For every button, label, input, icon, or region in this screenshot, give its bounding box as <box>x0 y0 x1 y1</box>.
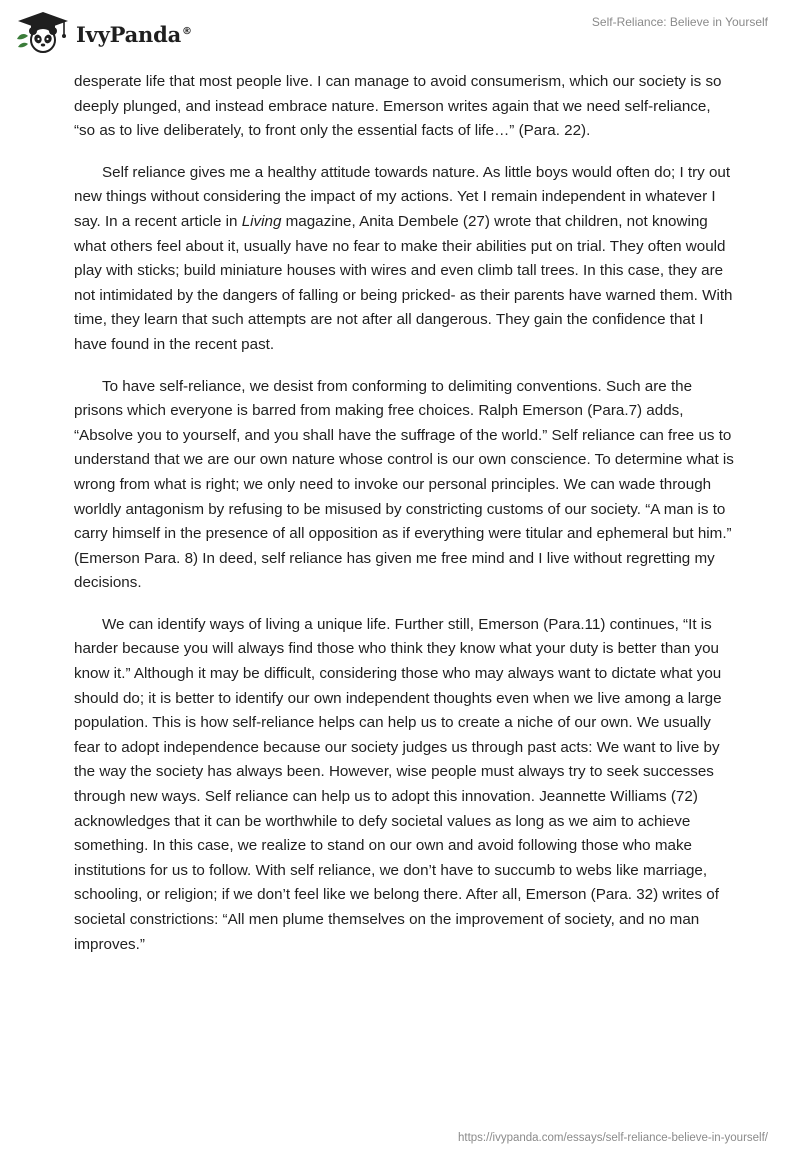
registered-mark: ® <box>182 25 192 37</box>
magazine-title: Living <box>241 212 282 230</box>
brand-name: IvyPanda® <box>76 21 192 47</box>
document-title: Self-Reliance: Believe in Yourself <box>591 15 768 29</box>
paragraph-2 <box>74 161 734 358</box>
paragraph-1: desperate life that most people live. I can manage to avoid consumerism, which our society is so deeply plunged, and instead embrace nature. Emerson writes again that we need self-reliance, “so as to live deliberately, to front only the essential facts of life…” (Para. 22). <box>74 73 722 140</box>
paragraph-3: To have self-reliance, we desist from conforming to delimiting conventions. Such are the prisons which everyone is barred from making free choices. Ralph Emerson (Para.7) adds, “Absolve you to yourself, and you shall have the suffrage of the world.” Self reliance can free us to understand that we are our own nature whose control is our own conscience. To determine what is wrong from what is right; we only need to invoke our personal principles. We can wade through worldly antagonism by refusing to be misused by constricting customs of our society. “A man is to carry himself in the presence of all opposition as if everything were titular and ephemeral but him.” (Emerson Para. 8) In deed, self reliance has given me free mind and I live without regretting my decisions. <box>74 377 734 592</box>
panda-graduation-cap-logo-icon <box>14 9 72 55</box>
paragraph-4: We can identify ways of living a unique life. Further still, Emerson (Para.11) continues, “It is harder because you will always find those who think they know what your duty is better than you know it.” Although it may be difficult, considering those who may always want to dictate what you should do; it is better to identify our own independent thoughts even when we live among a large population. This is how self-reliance helps can help us to create a niche of our own. We usually fear to adopt independence because our society judges us through past acts: We want to live by the way the society has always been. However, wise people must always try to seek successes through new ways. Self reliance can help us to adopt this innovation. Jeannette Williams (72) acknowledges that it can be worthwhile to defy societal values as long as we aim to achieve something. In this case, we realize to stand on our own and avoid following those who make institutions for us to follow. With self reliance, we don’t have to succumb to webs like marriage, schooling, or religion; if we don’t feel like we belong there. After all, Emerson (Para. 32) writes of societal constrictions: “All men plume themselves on the improvement of society, and no man improves.” <box>74 615 722 953</box>
paragraph-2-after: magazine, Anita Dembele (27) wrote that children, not knowing what others feel about it, usually have no fear to make their abilities put on trial. They often would play with sticks; build miniature houses with wires and even climb tall trees. In this case, they are not intimidated by the dangers of falling or being pricked- as their parents have warned them. With time, they learn that such attempts are not after all dangerous. They gain the confidence that I have found in the recent past. <box>74 212 733 353</box>
source-url-link[interactable]: https://ivypanda.com/essays/self-reliance-believe-in-yourself/ <box>458 1132 768 1144</box>
paragraph-2-before: Self reliance gives me a healthy attitude towards nature. As little boys would often do; I try out new things without considering the impact of my actions. Yet I remain independent in whatever I say. In a recent article in <box>74 163 731 230</box>
brand-logo[interactable] <box>14 9 192 55</box>
essay-body <box>74 70 734 974</box>
page-header <box>0 0 800 66</box>
